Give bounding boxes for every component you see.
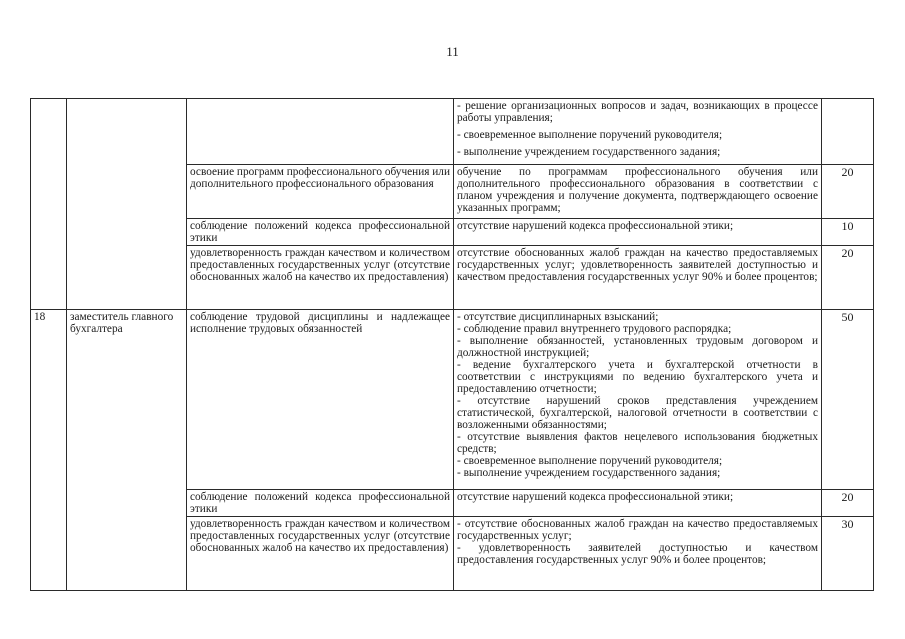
description-cell: отсутствие нарушений кодекса профессиональной этики;	[454, 490, 822, 517]
description-line: - ведение бухгалтерского учета и бухгалтерской отчетности в соответствии с инструкциями по ведению бухгалтерского учета и предоставлению отчетности;	[457, 359, 818, 395]
position-cell: заместитель главного бухгалтера	[67, 310, 187, 591]
description-line: - отсутствие выявления фактов нецелевого использования бюджетных средств;	[457, 431, 818, 455]
description-cell	[454, 99, 822, 165]
description-cell: обучение по программам профессионального обучения или дополнительного профессионального образования в соответствии с планом учреждения и получение документа, подтверждающего освоение указанных программ;	[454, 165, 822, 219]
description-line: - отсутствие нарушений сроков представления учреждением статистической, бухгалтерской, налоговой отчетности в соответствии с возложенными обязанностями;	[457, 395, 818, 431]
points-cell: 10	[822, 219, 874, 246]
description-cell	[454, 310, 822, 490]
points-cell-empty	[822, 99, 874, 165]
table-row	[31, 310, 874, 490]
description-line: - отсутствие обоснованных жалоб граждан на качество предоставляемых государственных услуг;	[457, 518, 818, 542]
number-cell: 18	[31, 310, 67, 591]
criterion-cell: удовлетворенность граждан качеством и количеством предоставленных государственных услуг (отсутствие обоснованных жалоб на качество их предоставления)	[187, 517, 454, 591]
points-cell: 20	[822, 490, 874, 517]
description-line: - своевременное выполнение поручений руководителя;	[457, 455, 723, 467]
description-cell: отсутствие нарушений кодекса профессиональной этики;	[454, 219, 822, 246]
description-line: - своевременное выполнение поручений руководителя;	[457, 129, 723, 141]
description-line: - удовлетворенность заявителей доступностью и качеством предоставления государственных услуг 90% и более процентов;	[457, 542, 818, 566]
description-line: - решение организационных вопросов и задач, возникающих в процессе работы управления;	[457, 100, 818, 124]
points-cell: 20	[822, 246, 874, 310]
description-cell: отсутствие обоснованных жалоб граждан на качество предоставляемых государственных услуг; удовлетворенность заявителей доступностью и качеством предоставления государственных услуг 90% и более процентов;	[454, 246, 822, 310]
points-cell: 50	[822, 310, 874, 490]
criterion-cell: соблюдение положений кодекса профессиональной этики	[187, 490, 454, 517]
position-cell-empty	[67, 99, 187, 310]
description-cell	[454, 517, 822, 591]
description-line: - соблюдение правил внутреннего трудового распорядка;	[457, 323, 732, 335]
description-line: - выполнение учреждением государственного задания;	[457, 467, 721, 479]
criterion-cell: освоение программ профессионального обучения или дополнительного профессионального образования	[187, 165, 454, 219]
criterion-cell: соблюдение трудовой дисциплины и надлежащее исполнение трудовых обязанностей	[187, 310, 454, 490]
description-line: - выполнение обязанностей, установленных трудовым договором и должностной инструкцией;	[457, 335, 818, 359]
number-cell-empty	[31, 99, 67, 310]
points-cell: 30	[822, 517, 874, 591]
criterion-cell-empty	[187, 99, 454, 165]
criterion-cell: соблюдение положений кодекса профессиональной этики	[187, 219, 454, 246]
table-row	[31, 99, 874, 165]
points-cell: 20	[822, 165, 874, 219]
criteria-table	[30, 98, 874, 591]
description-line: - выполнение учреждением государственного задания;	[457, 146, 721, 158]
criterion-cell: удовлетворенность граждан качеством и количеством предоставленных государственных услуг (отсутствие обоснованных жалоб на качество их предоставления)	[187, 246, 454, 310]
page-number: 11	[446, 44, 459, 59]
description-line: - отсутствие дисциплинарных взысканий;	[457, 311, 659, 323]
